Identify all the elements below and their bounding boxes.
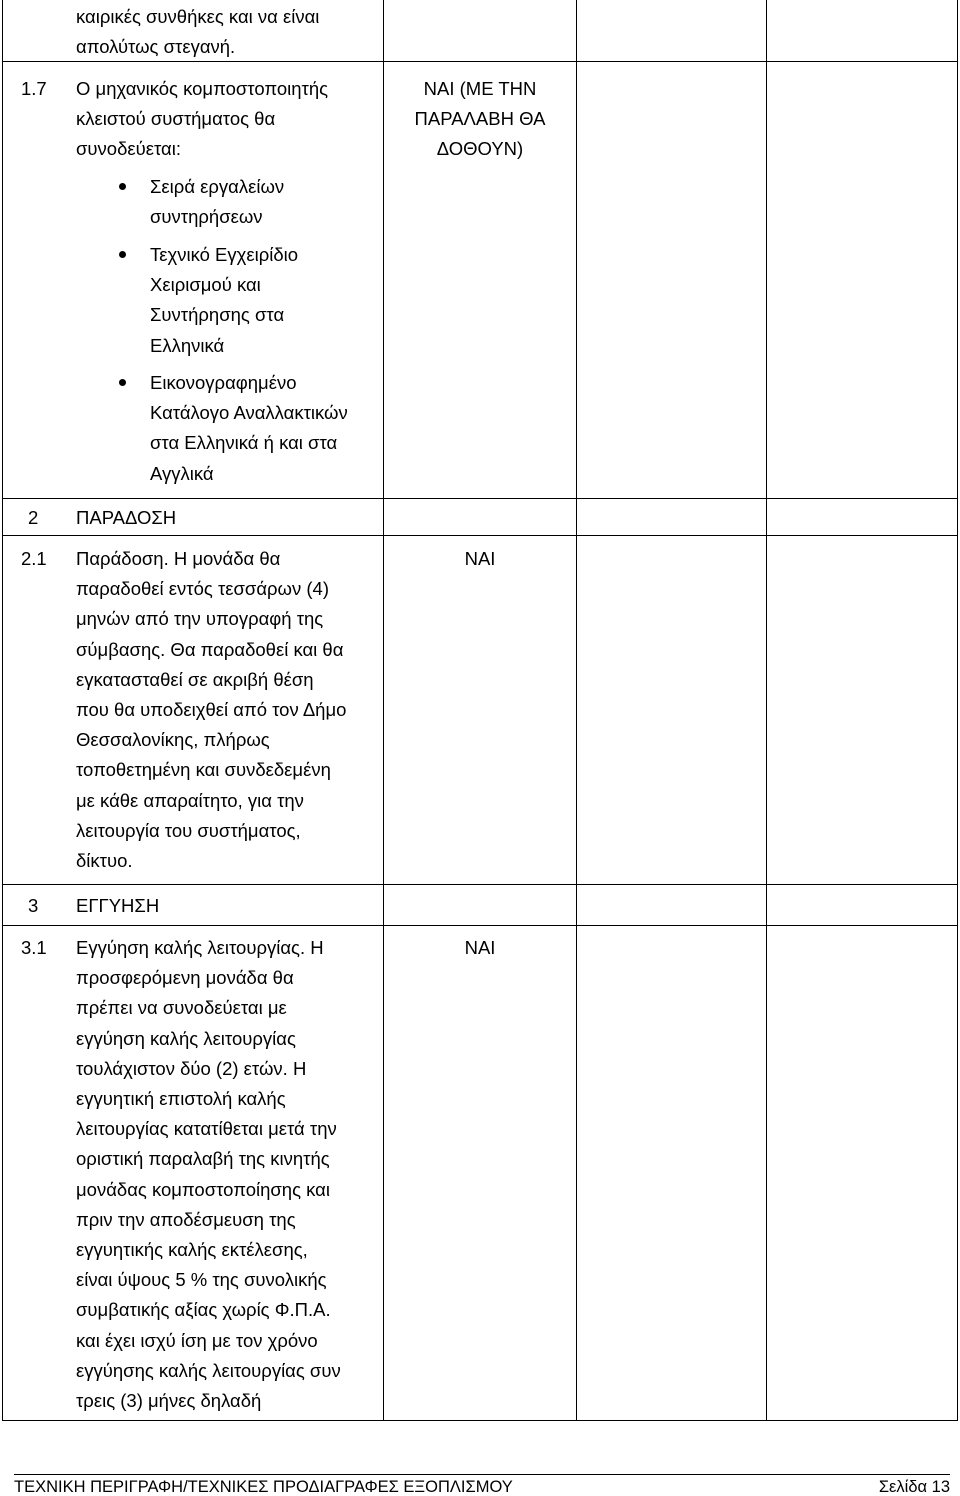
requirement-line: προσφερόμενη μονάδα θα [76, 967, 294, 989]
item-number: 1.7 [21, 78, 47, 99]
column-divider-answer [383, 0, 384, 1421]
footer-page-number: Σελίδα 13 [878, 1478, 950, 1496]
answer-line: ΠΑΡΑΛΑΒΗ ΘΑ [414, 108, 546, 130]
row-divider [2, 884, 958, 885]
compliance-answer: ΝΑΙ [464, 937, 496, 958]
list-item [150, 172, 284, 232]
list-item-line: Αγγλικά [150, 462, 214, 484]
footer-document-title: ΤΕΧΝΙΚΗ ΠΕΡΙΓΡΑΦΗ/ΤΕΧΝΙΚΕΣ ΠΡΟΔΙΑΓΡΑΦΕΣ ΕΞΟΠΛΙΣΜΟΥ [14, 1478, 513, 1496]
section-title: ΕΓΓΥΗΣΗ [76, 895, 160, 916]
list-item-line: συντηρήσεων [150, 206, 263, 228]
requirement-line: συνοδεύεται: [76, 138, 181, 160]
requirement-line: συμβατικής αξίας χωρίς Φ.Π.Α. [76, 1299, 331, 1321]
table-row-3-1-requirement [76, 933, 341, 1416]
requirement-line: Εγγύηση καλής λειτουργίας. Η [76, 937, 324, 958]
requirement-line: εγγυητική επιστολή καλής [76, 1088, 286, 1110]
list-item [150, 368, 348, 489]
compliance-answer: ΝΑΙ [464, 548, 496, 569]
requirement-line: που θα υποδειχθεί από τον Δήμο [76, 699, 347, 721]
column-divider-reference [576, 0, 577, 1421]
requirement-line: Παράδοση. Η μονάδα θα [76, 548, 281, 569]
requirement-line: Ο μηχανικός κομποστοποιητής [76, 78, 329, 99]
requirement-line: λειτουργίας κατατίθεται μετά την [76, 1118, 337, 1140]
requirement-line: οριστική παραλαβή της κινητής [76, 1148, 330, 1170]
requirement-line: πριν την αποδέσμευση της [76, 1208, 296, 1230]
requirement-line: τοποθετημένη και συνδεδεμένη [76, 759, 331, 781]
requirement-line: παραδοθεί εντός τεσσάρων (4) [76, 578, 329, 600]
table-border-right [957, 0, 958, 1421]
requirement-line: λειτουργία του συστήματος, [76, 819, 301, 841]
list-item-line: Τεχνικό Εγχειρίδιο [150, 244, 299, 265]
section-number: 3 [28, 895, 39, 916]
list-item-line: Ελληνικά [150, 334, 225, 356]
table-row-continued-requirement [76, 2, 319, 62]
column-divider-notes [766, 0, 767, 1421]
list-item [150, 240, 298, 361]
requirement-line: πρέπει να συνοδεύεται με [76, 997, 287, 1019]
requirement-line: απολύτως στεγανή. [76, 36, 236, 58]
list-item-line: Συντήρησης στα [150, 304, 285, 326]
item-number: 3.1 [21, 937, 47, 958]
requirement-line: Θεσσαλονίκης, πλήρως [76, 729, 270, 751]
answer-line: ΔΟΘΟΥΝ) [436, 138, 524, 160]
bullet-icon [119, 183, 126, 190]
requirement-line: εγγυητικής καλής εκτέλεσης, [76, 1239, 308, 1261]
requirement-line: σύμβασης. Θα παραδοθεί και θα [76, 638, 344, 660]
table-border-bottom [2, 1420, 958, 1421]
bullet-icon [119, 251, 126, 258]
row-divider [2, 498, 958, 499]
table-row-2-1-requirement [76, 544, 346, 876]
requirement-line: τρεις (3) μήνες δηλαδή [76, 1390, 262, 1412]
table-row-1-7-requirement [76, 74, 328, 165]
list-item-line: Εικονογραφημένο [150, 372, 297, 393]
list-item-line: Κατάλογο Αναλλακτικών [150, 402, 348, 424]
row-divider [2, 535, 958, 536]
requirement-line: εγκατασταθεί σε ακριβή θέση [76, 668, 314, 690]
section-title: ΠΑΡΑΔΟΣΗ [76, 507, 177, 528]
requirement-line: δίκτυο. [76, 850, 133, 872]
section-number: 2 [28, 507, 39, 528]
requirement-line: μηνών από την υπογραφή της [76, 608, 324, 630]
list-item-line: Χειρισμού και [150, 274, 261, 296]
page-footer [14, 1474, 950, 1495]
requirement-line: με κάθε απαραίτητο, για την [76, 789, 304, 811]
requirement-line: εγγύηση καλής λειτουργίας [76, 1027, 296, 1049]
list-item-line: Σειρά εργαλείων [150, 176, 285, 197]
requirement-line: εγγύησης καλής λειτουργίας συν [76, 1359, 341, 1381]
requirement-line: και έχει ισχύ ίση με τον χρόνο [76, 1329, 318, 1351]
list-item-line: στα Ελληνικά ή και στα [150, 432, 338, 454]
bullet-icon [119, 379, 126, 386]
requirement-line: καιρικές συνθήκες και να είναι [76, 6, 320, 27]
requirement-line: είναι ύψους 5 % της συνολικής [76, 1269, 327, 1291]
table-border-left [2, 0, 3, 1421]
row-divider [2, 925, 958, 926]
requirement-line: μονάδας κομποστοποίησης και [76, 1178, 330, 1200]
item-number: 2.1 [21, 548, 47, 569]
requirement-line: κλειστού συστήματος θα [76, 108, 276, 130]
requirement-line: τουλάχιστον δύο (2) ετών. Η [76, 1057, 307, 1079]
answer-line: ΝΑΙ (ΜΕ ΤΗΝ [423, 78, 537, 99]
compliance-answer [384, 74, 576, 165]
